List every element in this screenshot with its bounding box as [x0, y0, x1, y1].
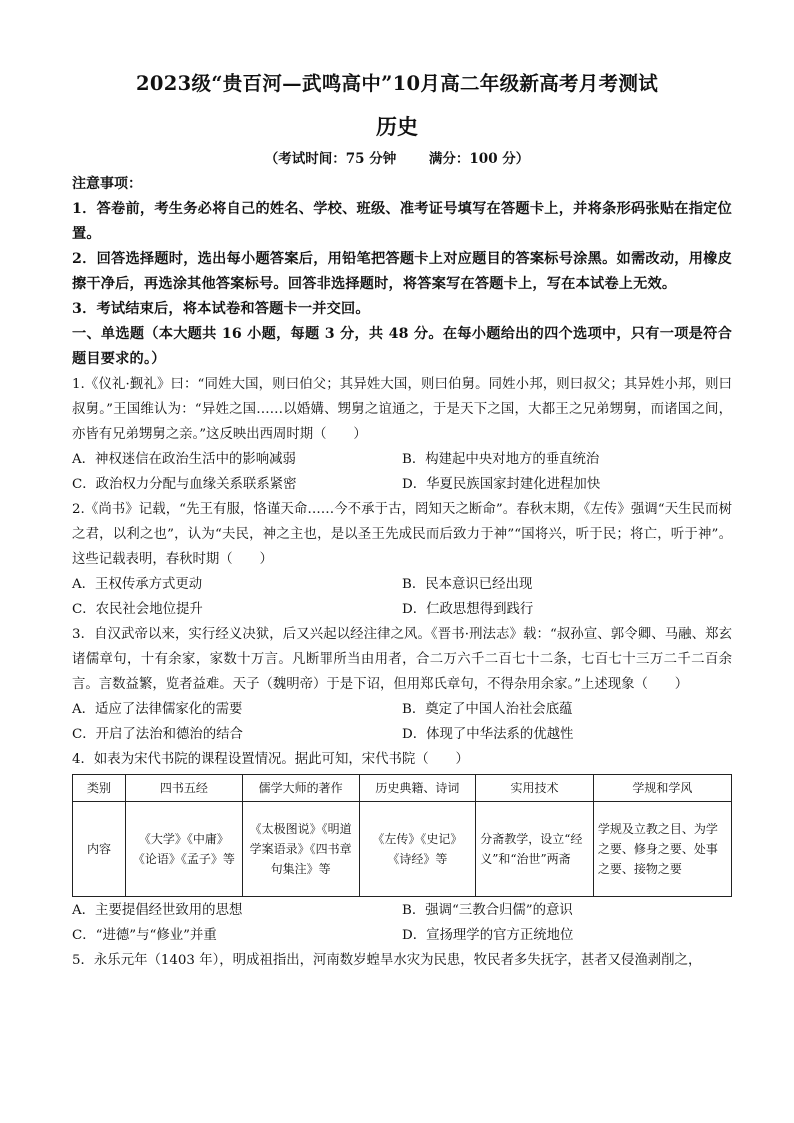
exam-content	[72, 172, 732, 973]
course-table	[72, 774, 732, 897]
exam-title: 2023级“贵百河—武鸣高中”10月高二年级新高考月考测试	[135, 72, 659, 95]
option: A．主要提倡经世致用的思想	[72, 903, 243, 918]
option: C．“进德”与“修业”并重	[72, 928, 217, 943]
option: B．构建起中央对地方的垂直统治	[402, 452, 600, 467]
option: B．强调“三教合归儒”的意识	[402, 903, 573, 918]
table-row	[73, 802, 732, 897]
option: C．政治权力分配与血缘关系联系紧密	[72, 477, 297, 492]
exam-score: 满分：100 分）	[428, 151, 530, 167]
option: D．仁政思想得到践行	[402, 602, 534, 617]
table-cell: 《太极图说》《明道学案语录》《四书章句集注》等	[242, 802, 359, 897]
option: C．开启了法治和德治的结合	[72, 727, 243, 742]
question-2-stem: 2.《尚书》记载，“先王有服，恪谨天命……今不承于古，罔知天之断命”。春秋末期，《左传》强调“天生民而树之君，以利之也”，认为“夫民，神之主也，是以圣王先成民而后致力于神”“国将兴，听于民；将亡，听于神”。这些记载表明，春秋时期（ ）	[72, 502, 732, 567]
table-cell: 《左传》《史记》《诗经》等	[359, 802, 476, 897]
table-cell: 学规及立教之目、为学之要、修身之要、处事之要、接物之要	[593, 802, 731, 897]
table-header-cell: 类别	[73, 775, 126, 802]
option: D．宣扬理学的官方正统地位	[402, 928, 574, 943]
exam-meta	[0, 147, 794, 167]
question-3-stem: 3．自汉武帝以来，实行经义决狱，后又兴起以经注律之风。《晋书·刑法志》载：“叔孙宣、郭令卿、马融、郑玄诸儒章句，十有余家，家数十万言。凡断罪所当由用者，合二万六千二百七十二条，七百七十三万二千二百余言。言数益繁，览者益难。天子（魏明帝）于是下诏，但用郑氏章句，不得杂用余家。”上述现象（ ）	[72, 627, 732, 692]
exam-time: （考试时间：75 分钟	[264, 151, 397, 167]
option: B．奠定了中国人治社会底蕴	[402, 702, 573, 717]
option: C．农民社会地位提升	[72, 602, 203, 617]
question-4-stem: 4．如表为宋代书院的课程设置情况。据此可知，宋代书院（ ）	[72, 752, 469, 767]
question-3-options	[72, 697, 732, 747]
table-header-cell: 儒学大师的著作	[242, 775, 359, 802]
notice-item: 2．回答选择题时，选出每小题答案后，用铅笔把答题卡上对应题目的答案标号涂黑。如需改动，用橡皮擦干净后，再选涂其他答案标号。回答非选择题时，将答案写在答题卡上，写在本试卷上无效。	[72, 251, 732, 292]
notice-item: 3．考试结束后，将本试卷和答题卡一并交回。	[72, 301, 370, 317]
table-row-label: 内容	[73, 802, 126, 897]
table-cell: 分斋教学，设立“经义”和“治世”两斋	[476, 802, 594, 897]
subject-title: 历史	[376, 114, 418, 139]
option: B．民本意识已经出现	[402, 577, 533, 592]
question-4-options	[72, 898, 732, 948]
question-2-options	[72, 572, 732, 622]
option: D．体现了中华法系的优越性	[402, 727, 574, 742]
question-5-stem: 5．永乐元年（1403 年），明成祖指出，河南数岁蝗旱水灾为民患，牧民者多失抚字，甚者又侵渔剥削之，	[72, 953, 702, 968]
notice-item: 1．答卷前，考生务必将自己的姓名、学校、班级、准考证号填写在答题卡上，并将条形码张贴在指定位置。	[72, 201, 732, 242]
question-1-stem: 1.《仪礼·觐礼》曰：“同姓大国，则曰伯父；其异姓大国，则曰伯舅。同姓小邦，则曰叔父；其异姓小邦，则曰叔舅。”王国维认为：“异姓之国……以婚媾、甥舅之谊通之，于是天下之国，大都王之兄弟甥舅，而诸国之间，亦皆有兄弟甥舅之亲。”这反映出西周时期（ ）	[72, 377, 732, 442]
table-header-cell: 实用技术	[476, 775, 594, 802]
option: D．华夏民族国家封建化进程加快	[402, 477, 601, 492]
table-header-cell: 四书五经	[126, 775, 243, 802]
option: A．神权迷信在政治生活中的影响减弱	[72, 452, 296, 467]
question-1-options	[72, 447, 732, 497]
table-header-cell: 学规和学风	[593, 775, 731, 802]
notice-heading: 注意事项：	[72, 176, 142, 192]
section-heading: 一、单选题（本大题共 16 小题，每题 3 分，共 48 分。在每小题给出的四个选项中，只有一项是符合题目要求的。）	[72, 326, 732, 367]
table-cell: 《大学》《中庸》《论语》《孟子》等	[126, 802, 243, 897]
option: A．适应了法律儒家化的需要	[72, 702, 243, 717]
table-header-row	[73, 775, 732, 802]
table-header-cell: 历史典籍、诗词	[359, 775, 476, 802]
option: A．王权传承方式更动	[72, 577, 203, 592]
